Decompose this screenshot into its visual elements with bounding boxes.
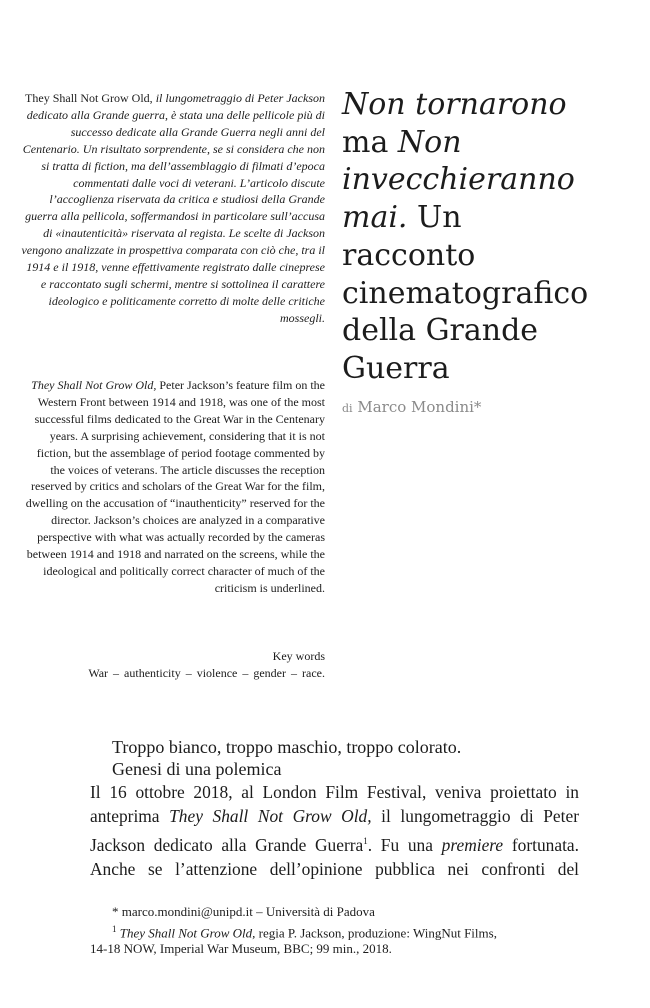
footnote-author-contact: * marco.mondini@unipd.it – Università di Padova [112, 904, 375, 919]
title-italic-part: mai. [342, 200, 408, 236]
keywords-block [20, 648, 325, 682]
body-line: anteprima They Shall Not Grow Old, il lungometraggio di Peter [90, 806, 579, 827]
abstract-it-text: il lungometraggio di Peter Jackson dedicato alla Grande guerra, è stata una delle pellicole più di successo dedicate alla Grande Guerra negli anni del Centenario. Un risultato sorprendente, se si considera che non si tratta di fiction, ma dell’assemblaggio di filmati d’epoca commentati dalle voci di veterani. L’articolo discute l’accoglienza riservata da critica e studiosi della Grande guerra alla pellicola, soffermandosi in particolare sull’accusa di «inautenticità» riservata al regista. Le scelte di Jackson vengono analizzate in prospettiva comparata con ciò che, tra il 1914 e il 1918, venne effettivamente registrato dalle cineprese e raccontato sugli schermi, mentre si sottolinea il carattere ideologico e politicamente corretto di molte delle critiche mossegli. [21, 91, 325, 325]
body-paragraph [90, 780, 579, 881]
body-line: Jackson dedicato alla Grande Guerra$^1$. Fu una premiere fortunata. [90, 834, 579, 855]
title-part: Un [417, 200, 462, 236]
section-heading-line: Genesi di una polemica [112, 759, 282, 779]
keywords-list [20, 665, 325, 682]
keyword-separator: – [291, 665, 298, 680]
keyword-separator: – [113, 665, 120, 680]
title-part: ma [342, 124, 389, 160]
abstract-italian [20, 90, 325, 327]
section-heading [112, 736, 602, 780]
footnote-1-text: regia P. Jackson, produzione: WingNut Films, [258, 924, 497, 940]
body-line: Anche se l’attenzione dell’opinione pubblica nei confronti del [90, 859, 579, 880]
keyword-term: race. [302, 665, 325, 680]
section-heading-line: Troppo bianco, troppo maschio, troppo colorato. [112, 737, 462, 757]
keywords-label: Key words [272, 649, 325, 663]
footnote-1-mark: 1 [112, 923, 117, 934]
article-title [342, 86, 642, 388]
title-italic-part: Non [397, 124, 462, 160]
footnote-1-title: They Shall Not Grow Old, [119, 924, 256, 940]
abstract-en-text: Peter Jackson’s feature film on the Western Front between 1914 and 1918, was one of the most successful films dedicated to the Great War in the Centenary years. A surprising achievement, considering that it is not fiction, but the assemblage of period footage commented by the voices of veterans. The article discusses the reception reserved by critics and scholars of the Great War for the film, dwelling on the accusation of “inauthenticity” reserved for the director. Jackson’s choices are analyzed in a comparative perspective with what was actually recorded by the cameras between 1914 and 1918 and narrated on the screens, while the ideological and politically correct character of much of the criticism is underlined. [25, 378, 325, 595]
body-film-title: They Shall Not Grow Old, [169, 806, 372, 827]
title-part: cinematografico [342, 275, 589, 311]
body-emphasis: premiere [441, 834, 504, 855]
footnotes [90, 904, 579, 958]
title-part: Guerra [342, 350, 450, 386]
keyword-separator: – [242, 665, 249, 680]
keyword-term: authenticity [124, 665, 181, 680]
author-name: Marco Mondini* [357, 398, 482, 416]
footnote-1-continued: 14-18 NOW, Imperial War Museum, BBC; 99 min., 2018. [90, 941, 392, 957]
title-part: della Grande [342, 313, 539, 349]
keyword-term: violence [196, 665, 238, 680]
footnote-ref: 1 [363, 835, 368, 846]
abstract-it-film-title: They Shall Not Grow Old, [25, 91, 153, 105]
title-italic-part: Non tornarono [342, 87, 567, 122]
keyword-term: gender [253, 665, 287, 680]
byline [342, 398, 481, 416]
footnote-1 [90, 921, 579, 942]
abstract-english [20, 377, 325, 597]
abstract-en-film-title: They Shall Not Grow Old, [31, 378, 157, 392]
title-part: racconto [342, 237, 476, 273]
byline-prefix: di [342, 402, 353, 415]
title-italic-part: invecchieranno [342, 162, 575, 198]
body-line: Il 16 ottobre 2018, al London Film Festival, veniva proiettato in [90, 782, 579, 802]
keyword-term: War [88, 665, 109, 680]
keyword-separator: – [185, 665, 192, 680]
